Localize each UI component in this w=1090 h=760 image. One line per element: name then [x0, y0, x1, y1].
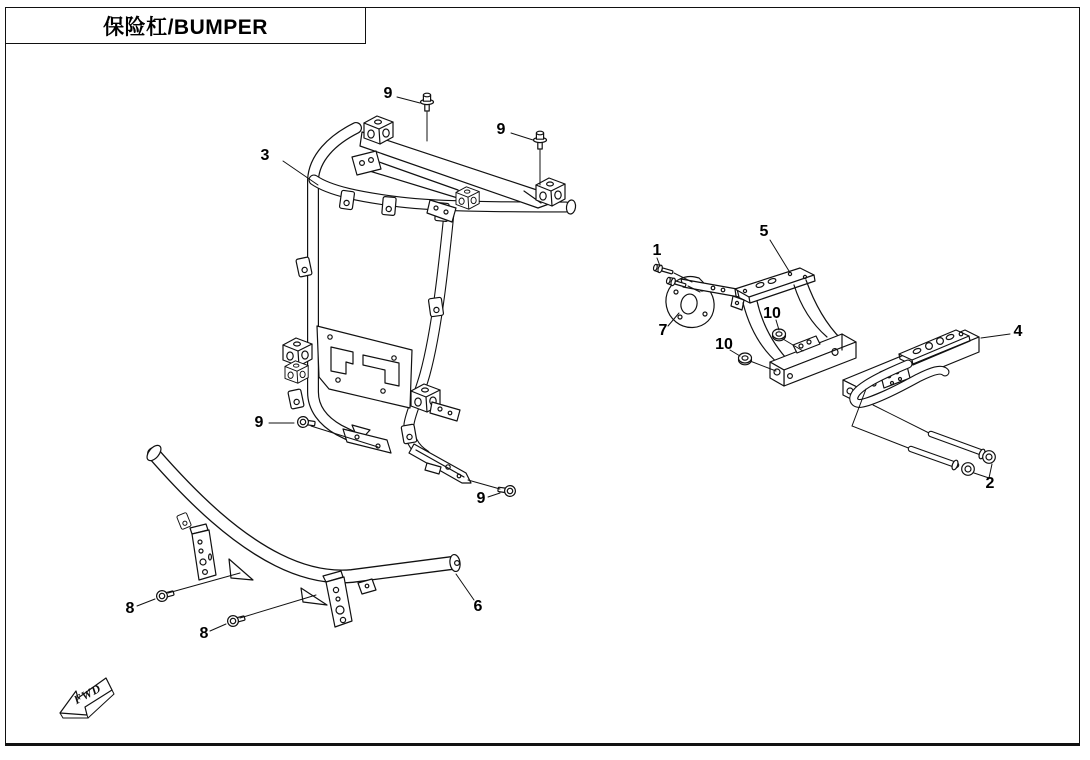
bar-part-4 — [843, 330, 979, 403]
callout-part-7: 7 — [658, 322, 668, 339]
callout-part-6: 6 — [473, 598, 483, 615]
callout-part-10-a: 10 — [763, 305, 781, 322]
main-frame-part-3 — [283, 116, 576, 483]
callout-part-9-d: 9 — [476, 490, 486, 507]
callout-part-9-b: 9 — [496, 121, 506, 138]
callout-part-1: 1 — [652, 242, 662, 259]
callout-part-9-c: 9 — [254, 414, 264, 431]
callout-part-8-a: 8 — [125, 600, 135, 617]
page-title: 保险杠/BUMPER — [103, 15, 268, 39]
callout-part-3: 3 — [260, 147, 270, 164]
callout-part-5: 5 — [759, 223, 769, 240]
fwd-arrow-label: FWD — [71, 681, 104, 708]
callout-part-10-b: 10 — [715, 336, 733, 353]
callout-part-8-b: 8 — [199, 625, 209, 642]
bolts-part-8 — [155, 588, 246, 628]
callout-part-9-a: 9 — [383, 85, 393, 102]
callout-part-2: 2 — [985, 475, 995, 492]
callout-part-4: 4 — [1013, 323, 1023, 340]
